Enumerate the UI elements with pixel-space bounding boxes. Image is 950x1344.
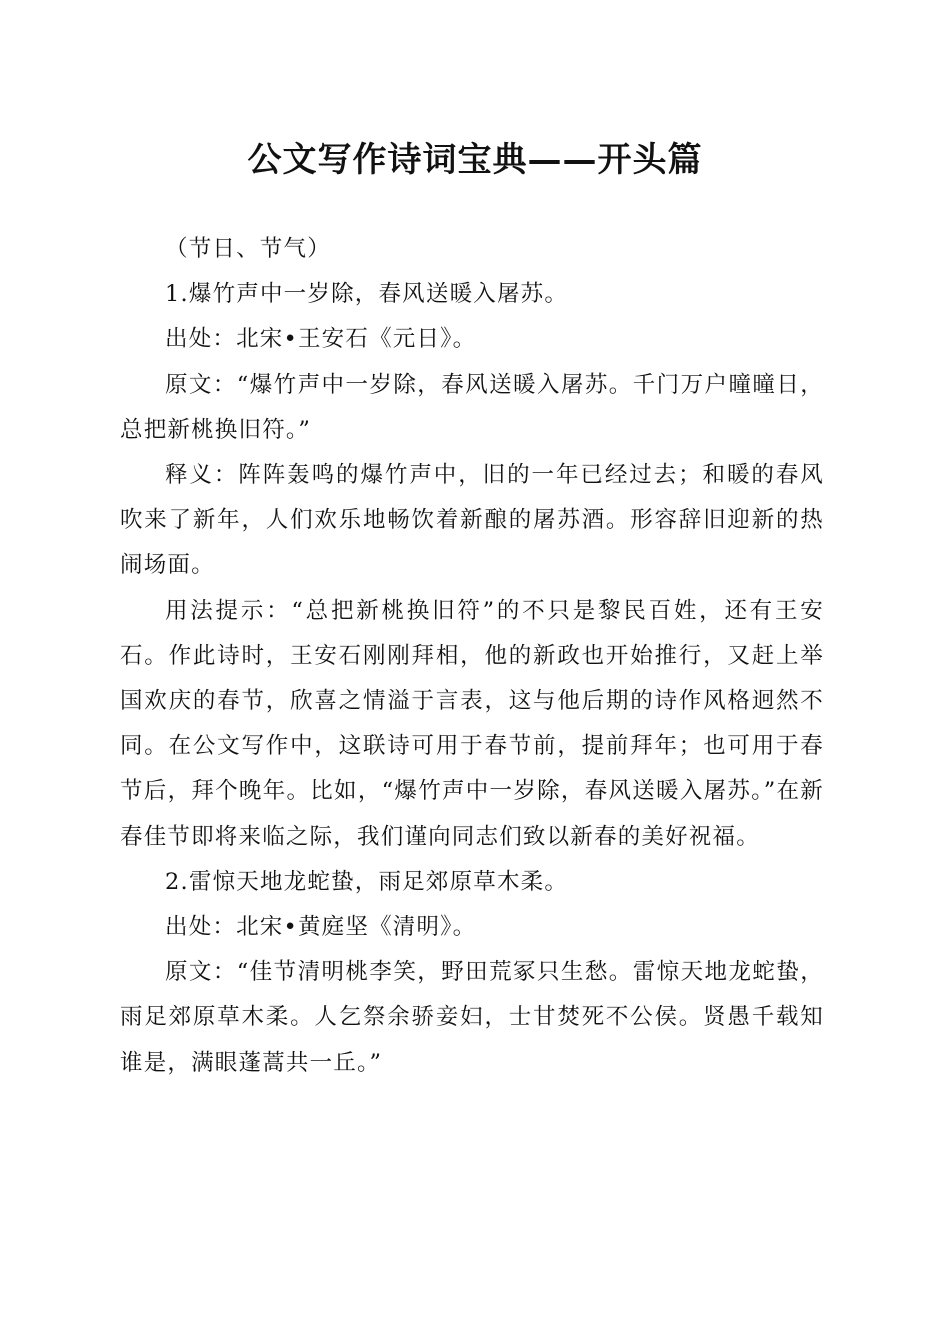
entry-2-verse: 2.雷惊天地龙蛇蛰，雨足郊原草木柔。 (165, 868, 569, 895)
entry-2-source: 出处：北宋•黄庭坚《清明》。 (165, 914, 477, 941)
document-title: 公文写作诗词宝典——开头篇 (247, 140, 703, 180)
entry-1-source: 出处：北宋•王安石《元日》。 (165, 326, 477, 353)
category-heading: （节日、节气） (165, 236, 331, 262)
entry-2-original: 原文：“佳节清明桃李笑，野田荒冢只生愁。雷惊天地龙蛇蛰，雨足郊原草木柔。人乞祭余骄妾妇，士甘焚死不公侯。贤愚千载知谁是，满眼蓬蒿共一丘。” (120, 959, 824, 1076)
entry-1-explanation: 释义：阵阵轰鸣的爆竹声中，旧的一年已经过去；和暖的春风吹来了新年，人们欢乐地畅饮着新酿的屠苏酒。形容辞旧迎新的热闹场面。 (120, 462, 824, 579)
entry-1-original: 原文：“爆竹声中一岁除，春风送暖入屠苏。千门万户曈曈日，总把新桃换旧符。” (120, 371, 824, 443)
document-body (120, 227, 824, 1086)
entry-1-usage: 用法提示：“总把新桃换旧符”的不只是黎民百姓，还有王安石。作此诗时，王安石刚刚拜相，他的新政也开始推行，又赶上举国欢庆的春节，欣喜之情溢于言表，这与他后期的诗作风格迥然不同。在公文写作中，这联诗可用于春节前，提前拜年；也可用于春节后，拜个晚年。比如，“爆竹声中一岁除，春风送暖入屠苏。”在新春佳节即将来临之际，我们谨向同志们致以新春的美好祝福。 (120, 597, 824, 850)
entry-1-verse: 1.爆竹声中一岁除，春风送暖入屠苏。 (165, 281, 569, 308)
